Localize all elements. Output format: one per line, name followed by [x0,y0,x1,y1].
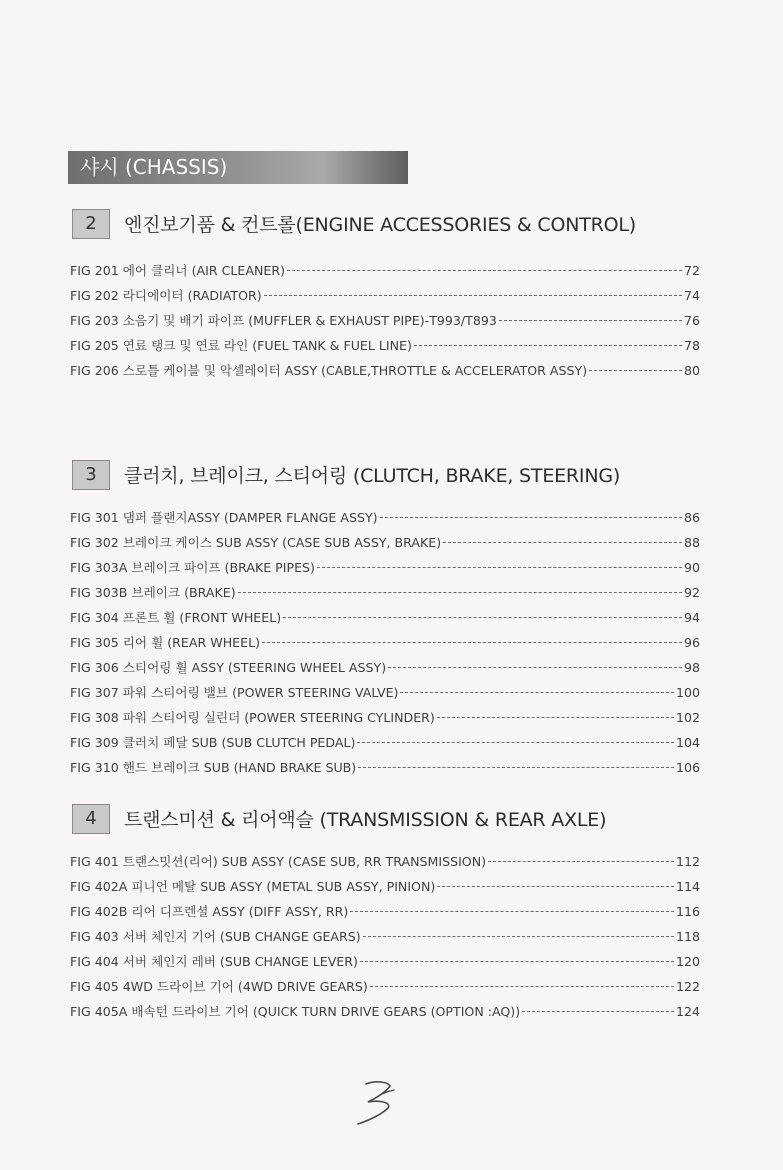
section-title: 엔진보기품 & 컨트롤(ENGINE ACCESSORIES & CONTROL) [124,214,636,236]
toc-entry-label: FIG 303A 브레이크 파이프 (BRAKE PIPES) [70,560,315,575]
section-clutch-brake-steering [70,460,700,780]
toc-entry-label: FIG 402A 피니언 메탈 SUB ASSY (METAL SUB ASSY, PINION) [70,879,436,894]
toc-entry-page: 112 [675,854,700,869]
toc-entry-label: FIG 405 4WD 드라이브 기어 (4WD DRIVE GEARS) [70,979,368,994]
toc-entry-label: FIG 309 클러치 페달 SUB (SUB CLUTCH PEDAL) [70,735,356,750]
leader-dashes [317,567,682,568]
toc-entry-label: FIG 401 트랜스밋션(리어) SUB ASSY (CASE SUB, RR TRANSMISSION) [70,854,487,869]
toc-entry-label: FIG 306 스티어링 휠 ASSY (STEERING WHEEL ASSY) [70,660,387,675]
leader-dashes [443,542,682,543]
section-heading [70,460,700,494]
toc-entry [70,705,700,730]
toc-entry [70,924,700,949]
section-number-box: 2 [72,209,110,239]
leader-dashes [370,986,674,987]
toc-entry-page: 96 [683,635,700,650]
toc-entry-label: FIG 201 에어 클리너 (AIR CLEANER) [70,263,286,278]
toc-entry [70,755,700,780]
toc-entry-label: FIG 305 리어 휠 (REAR WHEEL) [70,635,261,650]
leader-dashes [414,345,682,346]
section-heading [70,804,700,838]
leader-dashes [264,295,682,296]
toc-entry [70,555,700,580]
leader-dashes [283,617,682,618]
toc-entry [70,333,700,358]
toc-entry-label: FIG 404 서버 체인지 레버 (SUB CHANGE LEVER) [70,954,358,969]
toc-entry [70,258,700,283]
toc-entry [70,730,700,755]
toc-entry-page: 122 [675,979,700,994]
toc-entry [70,874,700,899]
leader-dashes [437,717,674,718]
toc-entry-page: 106 [675,760,700,775]
toc-entry-label: FIG 302 브레이크 케이스 SUB ASSY (CASE SUB ASSY, BRAKE) [70,535,442,550]
toc-entry [70,530,700,555]
toc-entry [70,655,700,680]
toc-entry-page: 72 [683,263,700,278]
toc-entry [70,949,700,974]
toc-list [70,258,700,383]
leader-dashes [380,517,682,518]
toc-entry-page: 98 [683,660,700,675]
toc-entry-label: FIG 301 댐퍼 플랜지ASSY (DAMPER FLANGE ASSY) [70,510,378,525]
toc-entry-label: FIG 403 서버 체인지 기어 (SUB CHANGE GEARS) [70,929,361,944]
toc-entry [70,630,700,655]
toc-entry [70,680,700,705]
leader-dashes [238,592,682,593]
toc-entry-page: 114 [675,879,700,894]
toc-entry-label: FIG 206 스로틀 케이블 및 악셀레이터 ASSY (CABLE,THROTTLE & ACCELERATOR ASSY) [70,363,588,378]
leader-dashes [499,320,682,321]
toc-entry-page: 104 [675,735,700,750]
toc-entry-page: 94 [683,610,700,625]
toc-entry-page: 78 [683,338,700,353]
toc-entry-page: 124 [675,1004,700,1019]
section-number-box: 4 [72,804,110,834]
toc-entry-page: 74 [683,288,700,303]
toc-entry [70,605,700,630]
toc-entry [70,308,700,333]
leader-dashes [400,692,673,693]
toc-list [70,505,700,780]
toc-entry-label: FIG 304 프론트 휠 (FRONT WHEEL) [70,610,282,625]
section-transmission-rear-axle [70,804,700,1024]
leader-dashes [437,886,674,887]
toc-entry-label: FIG 310 핸드 브레이크 SUB (HAND BRAKE SUB) [70,760,357,775]
section-title: 클러치, 브레이크, 스티어링 (CLUTCH, BRAKE, STEERING) [124,465,621,487]
chassis-title: 샤시 (CHASSIS) [80,155,228,179]
handwritten-signature-mark [352,1078,402,1126]
leader-dashes [350,911,674,912]
toc-entry-page: 88 [683,535,700,550]
leader-dashes [363,936,674,937]
chassis-header-bar [68,151,408,184]
leader-dashes [358,767,674,768]
toc-entry-label: FIG 202 라디에이터 (RADIATOR) [70,288,262,303]
toc-entry-label: FIG 307 파워 스티어링 밸브 (POWER STEERING VALVE) [70,685,399,700]
leader-dashes [357,742,674,743]
toc-entry [70,580,700,605]
section-engine-accessories [70,209,700,383]
toc-entry [70,899,700,924]
toc-entry-page: 76 [683,313,700,328]
leader-dashes [262,642,682,643]
toc-entry-label: FIG 308 파워 스티어링 실린더 (POWER STEERING CYLINDER) [70,710,435,725]
toc-entry-page: 86 [683,510,700,525]
toc-entry [70,849,700,874]
leader-dashes [522,1011,674,1012]
toc-entry-label: FIG 203 소음기 및 배기 파이프 (MUFFLER & EXHAUST PIPE)-T993/T893 [70,313,497,328]
toc-entry-page: 116 [675,904,700,919]
toc-entry-page: 100 [675,685,700,700]
section-title: 트랜스미션 & 리어액슬 (TRANSMISSION & REAR AXLE) [124,809,607,831]
toc-entry-page: 120 [675,954,700,969]
toc-entry-label: FIG 405A 배속턴 드라이브 기어 (QUICK TURN DRIVE GEARS (OPTION :AQ)) [70,1004,521,1019]
leader-dashes [589,370,682,371]
toc-entry-page: 102 [675,710,700,725]
toc-entry [70,999,700,1024]
section-heading [70,209,700,243]
leader-dashes [360,961,674,962]
toc-entry-page: 90 [683,560,700,575]
leader-dashes [488,861,674,862]
toc-entry-label: FIG 303B 브레이크 (BRAKE) [70,585,236,600]
toc-entry-label: FIG 402B 리어 디프렌셜 ASSY (DIFF ASSY, RR) [70,904,349,919]
toc-entry-label: FIG 205 연료 탱크 및 연료 라인 (FUEL TANK & FUEL LINE) [70,338,412,353]
section-number-box: 3 [72,460,110,490]
toc-list [70,849,700,1024]
toc-entry [70,974,700,999]
toc-entry [70,358,700,383]
toc-entry-page: 92 [683,585,700,600]
toc-entry [70,283,700,308]
leader-dashes [388,667,682,668]
toc-entry-page: 118 [675,929,700,944]
leader-dashes [287,270,682,271]
toc-entry [70,505,700,530]
toc-entry-page: 80 [683,363,700,378]
